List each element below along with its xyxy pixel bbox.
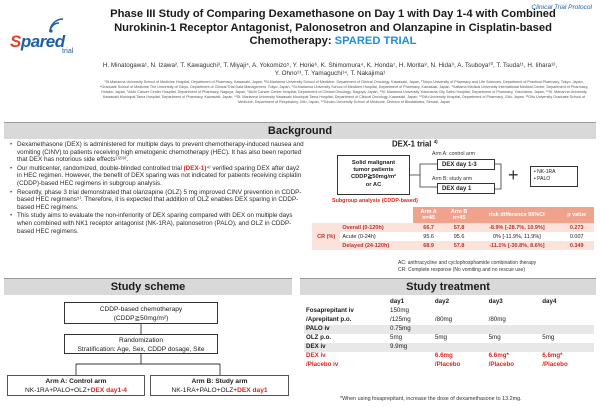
- table-row: /Aprepitant p.o. /125mg /80mg /80mg: [306, 316, 506, 323]
- dex1-footnotes: AC: anthracycline and cyclophosphamide combination therapy CR: Complete response (No vomiting and no rescue use): [398, 260, 537, 273]
- dex1-arm-a-label: Arm A: control arm: [432, 151, 475, 157]
- title-highlight: SPARED TRIAL: [334, 35, 417, 47]
- plus-sign: +: [508, 165, 519, 185]
- table-header-row: Arm A n=45 Arm B n=45 risk difference 95%CI p value: [312, 207, 594, 223]
- bullet-item: • Recently, phase 3 trial demonstrated that olanzapine (OLZ) 5 mg improved CINV prevention in CDDP-based HEC regimens⁵⁾. Therefore, it is expected that addition of OLZ enables DEX sparing in CDDP-based HEC regimens.: [10, 189, 306, 212]
- scheme-arm-a-box: Arm A: Control arm NK-1RA+PALO+OLZ+DEX day1-4: [7, 375, 145, 396]
- treatment-footnote: *When using fosaprepitant, increase the dose of dexamethasone to 13.2mg.: [340, 396, 522, 402]
- table-row: CR (%) Overall (0-120h) 66.7 57.8 -8.9% [-28.7%, 10.9%] 0.273: [312, 223, 594, 232]
- chemo-box: CDDP-based chemotherapy (CDDP≧50mg/m²): [64, 302, 218, 324]
- table-row: DEX iv 9.9mg: [304, 343, 594, 352]
- dex1-population-box: Solid malignant tumor patients CDDP≧50mg/m² or AC: [337, 155, 410, 195]
- subgroup-title: Subgroup analysis (CDDP-based): [332, 198, 418, 204]
- table-row: /Placebo iv /Placebo /Placebo /Placebo: [306, 361, 568, 368]
- logo-subtitle: trial: [62, 48, 74, 55]
- dex1-title: DEX-1 trial $^{4)}$: [392, 139, 438, 149]
- bullet-item: • Dexamethasone (DEX) is administered for multiple days to prevent chemotherapy-induced nausea and vomiting (CINV) to patients receiving high emetogenic chemotherapy (HEC). It has also been reported that DEX has notorious side effects¹⁾²⁾³⁾.: [10, 141, 306, 164]
- bullet-item: • This study aims to evaluate the non-inferiority of DEX sparing compared with DEX on multiple days when combined with NK1 receptor antagonist (NK-1RA), palonosetron (PALO), and OLZ in CDDP-based HEC regimens.: [10, 212, 306, 235]
- author-list: H. Minatogawa¹, N. Izawa², T. Kawaguchi³, T. Miyaji⁴, A. Yokomizo⁵, Y. Horie⁶, K. Shimomura⁴, K. Honda⁷, H. Morita⁸, N. Hida⁹, A. Tsuboya¹⁰, T. Tsuda¹¹, H. Iihara¹², Y. Ohno¹³, T. Yamaguchi¹⁴, T. Nakajima¹: [102, 62, 558, 78]
- randomization-box: Randomization Stratification: Age, Sex, CDDP dosage, Site: [64, 334, 218, 354]
- table-header-row: day1 day2 day3 day4: [390, 298, 557, 305]
- study-scheme-heading: Study scheme: [4, 278, 292, 295]
- dex1-bracket: [495, 163, 509, 191]
- logo-brand: Spared: [10, 32, 65, 51]
- table-row: OLZ p.o. 5mg 5mg 5mg 5mg: [306, 334, 555, 341]
- bullet-item: • Our multicenter, randomized, double-blinded controlled trial (DEX-1)⁴⁾ verified sparing DEX after day2 in HEC regimen. However, the benefit of DEX sparing was not indicated for patients receiving cisplatin (CDDP)-based HEC regimens in subgroup analysis.: [10, 165, 306, 188]
- study-treatment-heading: Study treatment: [300, 278, 596, 295]
- dex1-arm-b-label: Arm B: study arm: [432, 176, 473, 182]
- table-row: Fosaprepitant iv 150mg: [306, 307, 409, 314]
- table-row: DEX iv 6.6mg 6.6mg* 6.6mg*: [306, 352, 563, 359]
- table-row: Acute (0-24h) 95.6 95.6 0% [-11.9%, 11.9%] 0.007: [342, 233, 584, 240]
- subgroup-table: [312, 207, 594, 250]
- dex1-arm-b-box: DEX day 1: [437, 183, 495, 194]
- title-main: Phase III Study of Comparing Dexamethasone on Day 1 with Day 1-4 with Combined Nurokinin-1 Receptor Antagonist, Palonosetron and Olanzapine in Cisplatin-based Chemotherapy:: [110, 8, 556, 47]
- table-row: Delayed (24-120h) 68.9 57.8 -11.1% [-30.8%, 8.6%] 0.349: [312, 241, 594, 250]
- affiliations: ¹St.Marianna University School of Medicine Hospital, Department of Pharmacy, Kawasaki, Japan, ²St.Marianna University School of Medicine, Department of Clinical Oncology, Kawasaki, Japan, ³Tokyo University of Pharmacy and Life Sciences, Department of Practical Pharmacy, Tokyo, Japan, ⁴Graduate School of Medicine The University of Tokyo, Department of Clinical Trial Data Management, Tokyo, Japan, ⁵St.Marianna University School of Medicine Hospital, Department of Pharmacy, Kawasaki, Japan, ⁶Saitama Medical University International Medical Center, Department of Pharmacy, Hidaka, Japan, ⁷Aichi Cancer Center Hospital, Department of Pharmacy, Nagoya, Japan, ⁸Aichi Cancer Center Hospital, Department of Clinical Oncology, Nagoya, Japan, ⁹St. Marianna University Yokohama City Seibu Hospital, Department of Pharmacy, Yokohama, Japan, ¹⁰St. Marianna University Kawasaki Municipal Tama Hospital, Department of Pharmacy, Kawasaki, Japan, ¹¹St. Marianna University Kawasaki Municipal Tama Hospital, Department of Clinical Oncology, Kawasaki, Japan, ¹²Gifu University Hospital, Department of Pharmacy, Gifu, Japan, ¹³Gifu University Graduate School of Medicine, Department of Respiratory, Gifu, Japan, ¹⁴Tohoku University School of Medicine, Division of Biostatistics, Sendai, Japan: [99, 80, 589, 104]
- protocol-tag: Clinical Trial Protocol: [531, 4, 592, 11]
- table-row: PALO iv 0.75mg: [304, 325, 594, 334]
- dex1-arm-a-box: DEX day 1-3: [437, 159, 495, 170]
- background-heading: Background: [4, 122, 596, 139]
- dex1-antiemetic-box: • NK-1RA • PALO: [530, 166, 578, 187]
- treatment-table: [304, 296, 594, 370]
- scheme-arm-b-box: Arm B: Study arm NK-1RA+PALO+OLZ+DEX day1: [150, 375, 289, 396]
